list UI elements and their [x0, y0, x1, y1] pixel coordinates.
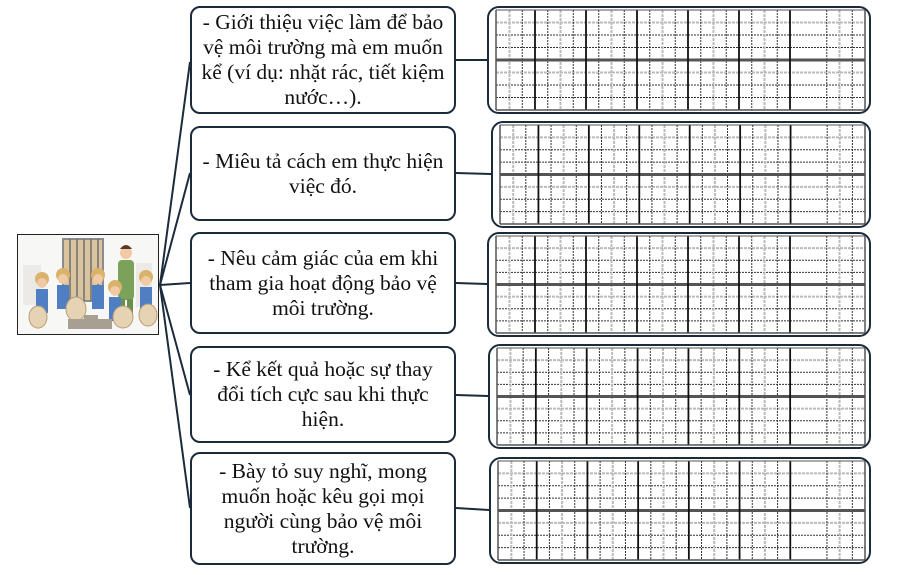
- branch-box-feelings: [190, 232, 456, 334]
- branch-text: - Bày tỏ suy nghĩ, mong muốn hoặc kêu gọi mọi người cùng bảo vệ môi trường.: [219, 458, 427, 558]
- grid-lines: [491, 459, 869, 564]
- branch-text: - Miêu tả cách em thực hiện việc đó.: [202, 148, 444, 198]
- central-illustration: [17, 234, 159, 335]
- branch-box-results: [190, 346, 456, 443]
- illustration-children-collecting-trash-icon: [18, 235, 158, 334]
- grid-lines: [490, 346, 869, 449]
- grid-lines: [493, 123, 869, 228]
- branch-box-introduce-activity: [190, 6, 456, 114]
- grid-lines: [489, 8, 869, 114]
- writing-grid-2[interactable]: [491, 121, 871, 228]
- writing-grid-4[interactable]: [488, 344, 871, 449]
- branch-box-call-to-action: [190, 452, 456, 565]
- branch-text: - Kể kết quả hoặc sự thay đổi tích cực sau khi thực hiện.: [213, 357, 433, 431]
- grid-lines: [489, 234, 869, 337]
- writing-grid-5[interactable]: [489, 457, 871, 564]
- branch-text: - Nêu cảm giác của em khi tham gia hoạt động bảo vệ môi trường.: [207, 245, 439, 320]
- writing-grid-1[interactable]: [487, 6, 871, 114]
- writing-grid-3[interactable]: [487, 232, 871, 337]
- branch-box-describe-method: [190, 126, 456, 221]
- branch-text: - Giới thiệu việc làm để bảo vệ môi trường mà em muốn kể (ví dụ: nhặt rác, tiết kiệm nước…).: [201, 10, 445, 109]
